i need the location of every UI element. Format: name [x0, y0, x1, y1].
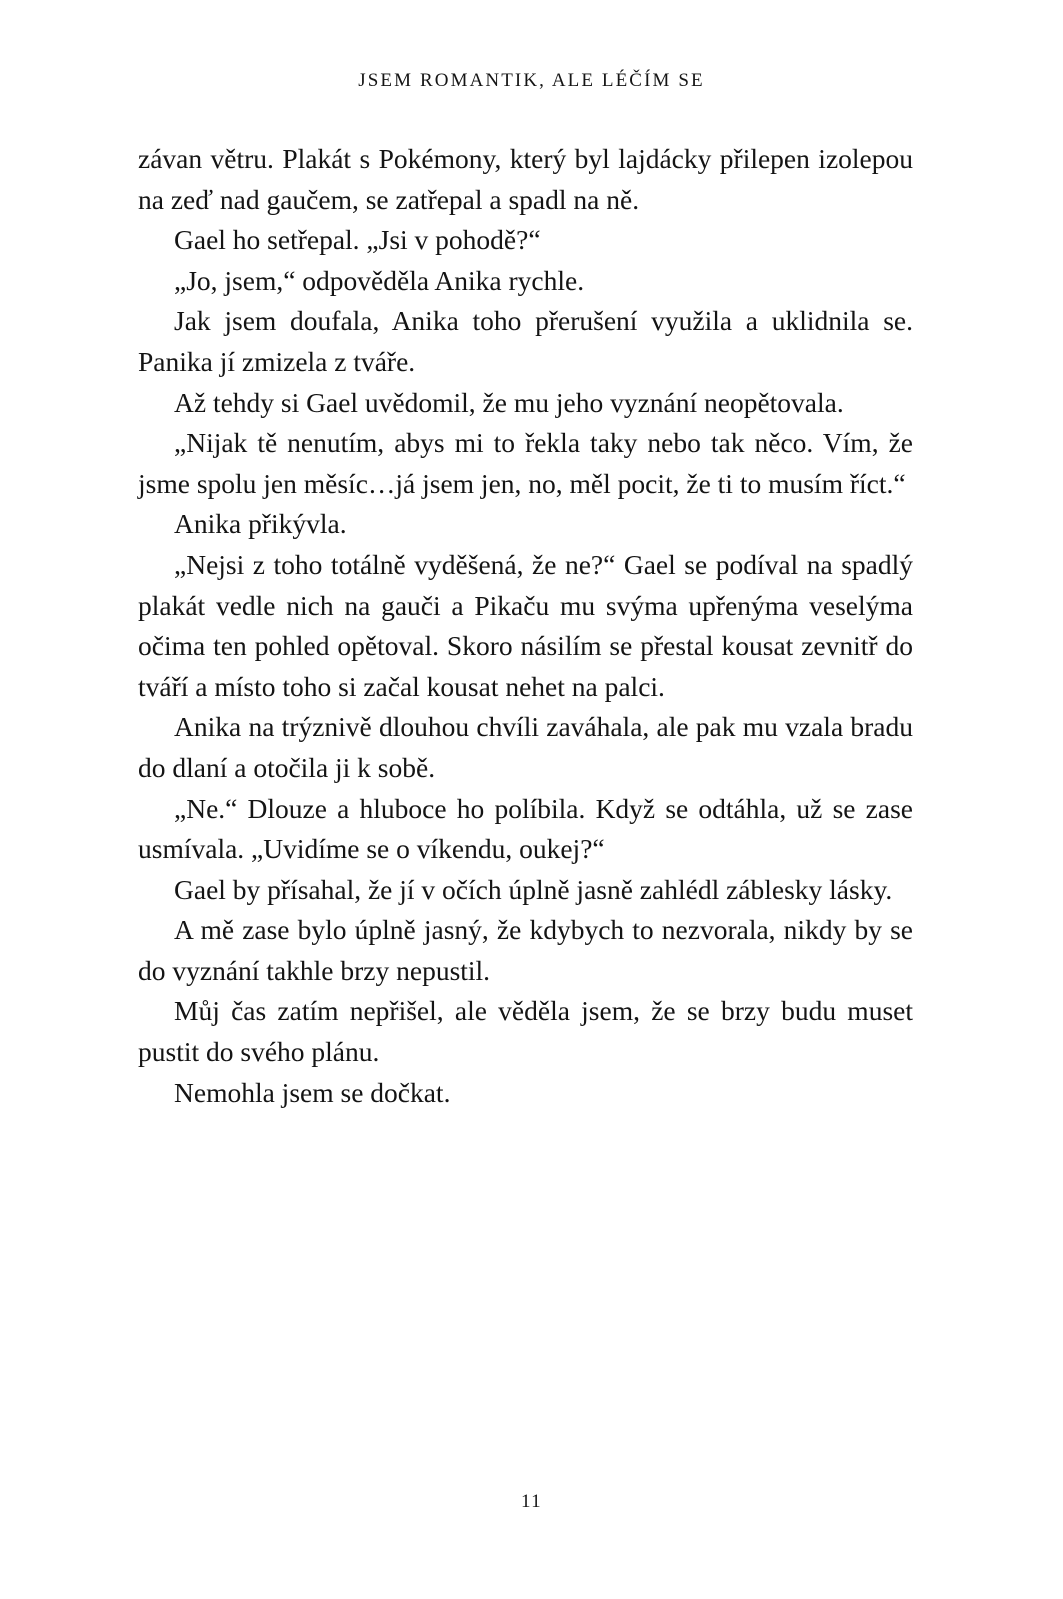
paragraph: závan větru. Plakát s Pokémony, který byl lajdácky přilepen izolepou na zeď nad gaučem, se zatřepal a spadl na ně.: [138, 143, 913, 215]
paragraph: „Nejsi z toho totálně vyděšená, že ne?“ Gael se podíval na spadlý plakát vedle nich na gauči a Pikaču mu svýma upřenýma veselýma očima ten pohled opětoval. Skoro násilím se přestal kousat zevnitř do tváří a místo toho si začal kousat nehet na palci.: [138, 548, 913, 702]
page-number: 11: [520, 1491, 543, 1512]
paragraph: Anika přikývla.: [174, 508, 347, 540]
paragraph: „Jo, jsem,“ odpověděla Anika rychle.: [174, 264, 585, 296]
paragraph: Gael by přísahal, že jí v očích úplně jasně zahlédl záblesky lásky.: [174, 873, 893, 905]
paragraph: A mě zase bylo úplně jasný, že kdybych to nezvorala, nikdy by se do vyznání takhle brzy nepustil.: [138, 914, 913, 986]
paragraph: „Nijak tě nenutím, abys mi to řekla taky nebo tak něco. Vím, že jsme spolu jen měsíc…já jsem jen, no, měl pocit, že ti to musím říct.“: [138, 427, 913, 499]
paragraph: Gael ho setřepal. „Jsi v pohodě?“: [174, 224, 541, 256]
paragraph: „Ne.“ Dlouze a hluboce ho políbila. Když se odtáhla, už se zase usmívala. „Uvidíme se o víkendu, oukej?“: [138, 792, 913, 865]
running-head: JSEM ROMANTIK, ALE LÉČÍM SE: [358, 70, 705, 91]
paragraph: Můj čas zatím nepřišel, ale věděla jsem, že se brzy budu muset pustit do svého plánu.: [138, 995, 913, 1068]
paragraph: Jak jsem doufala, Anika toho přerušení využila a uklidnila se. Panika jí zmizela z tváře.: [138, 305, 913, 377]
body-text: [138, 139, 913, 1113]
paragraph: Nemohla jsem se dočkat.: [174, 1076, 451, 1108]
paragraph: Anika na trýznivě dlouhou chvíli zaváhala, ale pak mu vzala bradu do dlaní a otočila ji k sobě.: [138, 711, 913, 783]
paragraph: Až tehdy si Gael uvědomil, že mu jeho vyznání neopětovala.: [174, 386, 844, 418]
